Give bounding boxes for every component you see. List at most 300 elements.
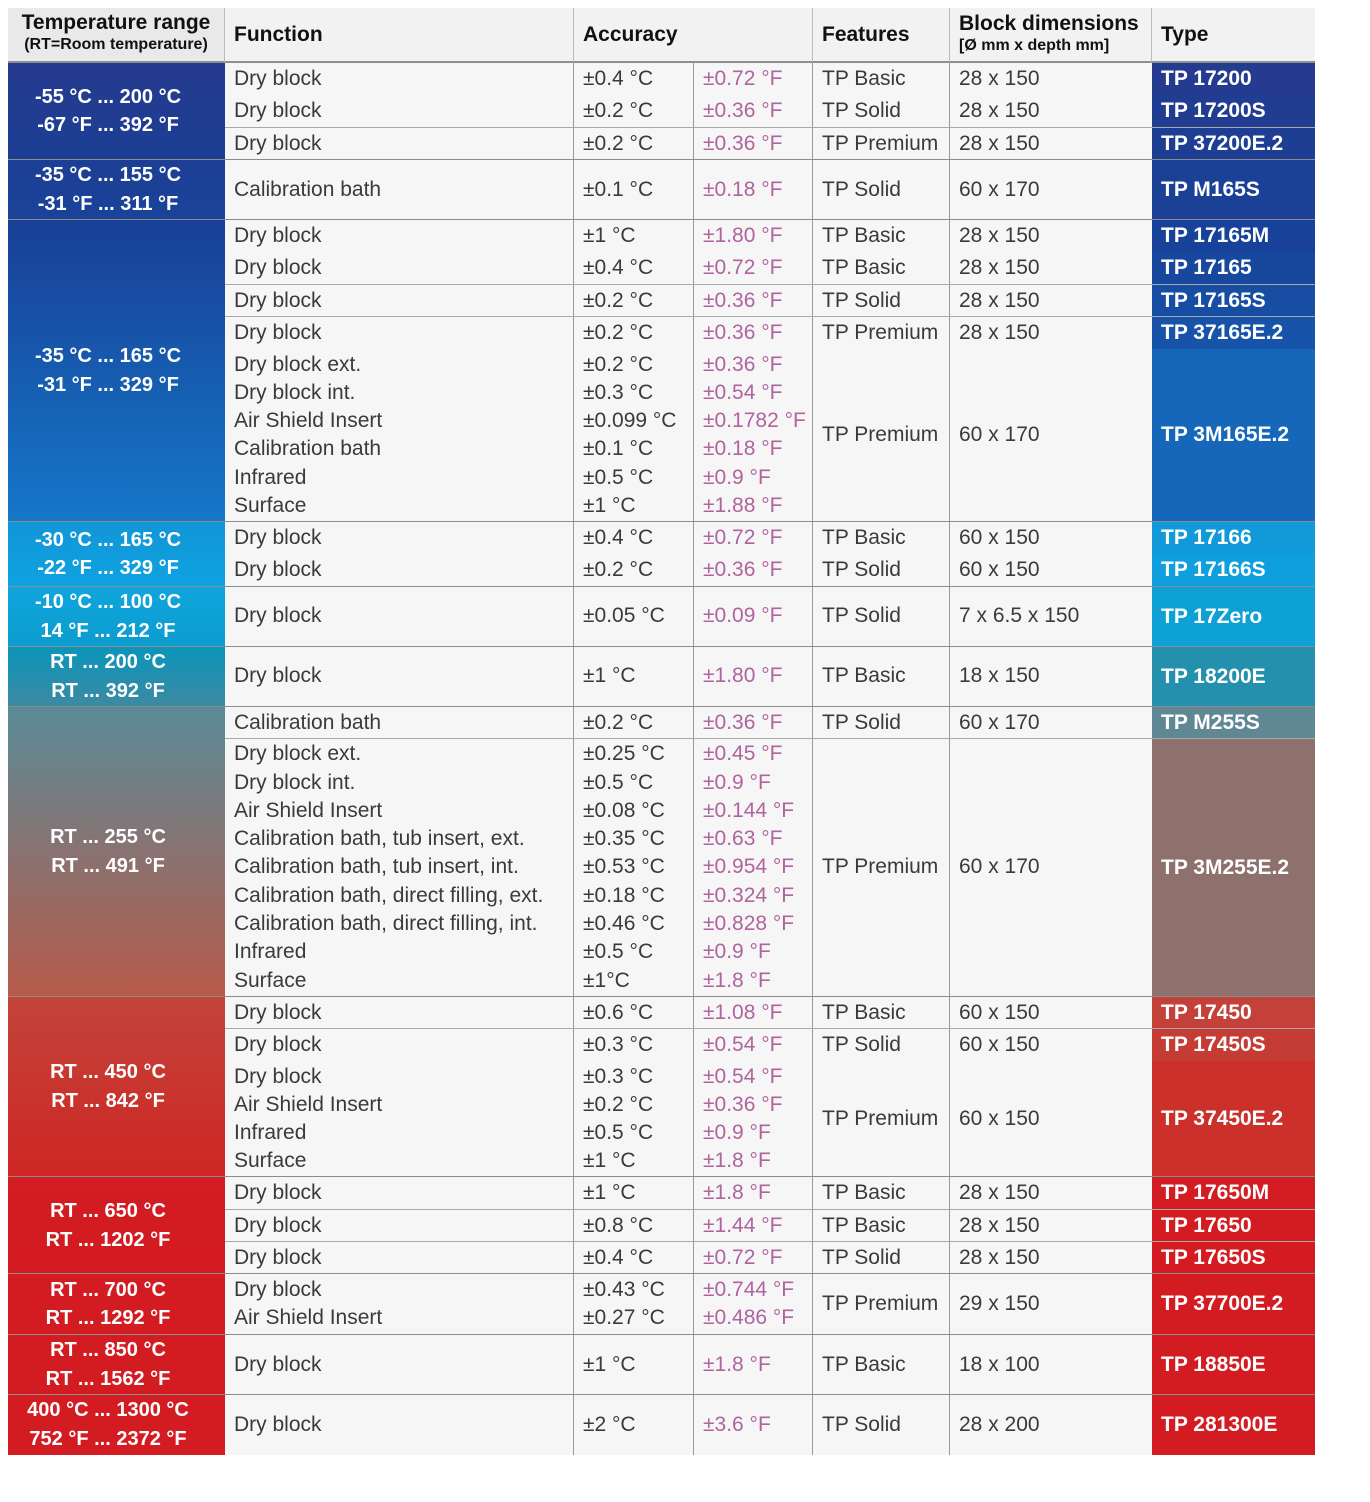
dimensions-cell bbox=[950, 739, 1152, 997]
type-text: TP 17650 bbox=[1161, 1213, 1252, 1237]
accuracy-fahrenheit-text: ±0.36 °F bbox=[703, 288, 783, 312]
accuracy-fahrenheit-text: ±0.72 °F bbox=[703, 67, 783, 90]
dimensions-cell bbox=[950, 285, 1152, 317]
function-text: Air Shield Insert bbox=[234, 798, 383, 822]
accuracy-celsius-cell bbox=[574, 1335, 694, 1395]
accuracy-celsius-cell bbox=[574, 1242, 694, 1274]
accuracy-fahrenheit-text: ±0.828 °F bbox=[703, 912, 795, 936]
temperature-range-cell bbox=[8, 220, 225, 522]
dimensions-text: 60 x 170 bbox=[959, 423, 1040, 447]
features-text: TP Solid bbox=[822, 288, 901, 312]
dimensions-text: 18 x 150 bbox=[959, 664, 1040, 688]
features-cell bbox=[813, 285, 950, 317]
accuracy-celsius-text: ±1 °C bbox=[583, 1149, 636, 1173]
temperature-range-celsius: RT ... 700 °C bbox=[50, 1278, 166, 1301]
features-text: TP Solid bbox=[822, 558, 901, 582]
function-text: Dry block bbox=[234, 1181, 322, 1205]
function-text: Dry block bbox=[234, 1032, 322, 1056]
accuracy-fahrenheit-cell bbox=[694, 554, 813, 586]
type-cell bbox=[1152, 1061, 1315, 1177]
dimensions-text: 28 x 150 bbox=[959, 320, 1040, 344]
accuracy-fahrenheit-text: ±0.9 °F bbox=[703, 770, 771, 794]
type-cell bbox=[1152, 1242, 1315, 1274]
accuracy-celsius-text: ±0.5 °C bbox=[583, 1121, 654, 1145]
type-cell bbox=[1152, 739, 1315, 997]
features-cell bbox=[813, 95, 950, 127]
accuracy-fahrenheit-text: ±0.45 °F bbox=[703, 742, 783, 766]
temperature-range-cell bbox=[8, 160, 225, 220]
features-cell bbox=[813, 1395, 950, 1455]
table-row bbox=[225, 1210, 1152, 1242]
features-text: TP Basic bbox=[822, 223, 906, 247]
features-text: TP Solid bbox=[822, 1412, 901, 1436]
accuracy-fahrenheit-text: ±0.9 °F bbox=[703, 1121, 771, 1145]
accuracy-fahrenheit-text: ±1.8 °F bbox=[703, 968, 771, 992]
accuracy-fahrenheit-cell bbox=[694, 587, 813, 647]
type-text: TP 17Zero bbox=[1161, 604, 1263, 628]
temperature-range-celsius: RT ... 450 °C bbox=[50, 1061, 166, 1084]
type-text: TP M165S bbox=[1161, 177, 1260, 201]
accuracy-fahrenheit-cell bbox=[694, 220, 813, 252]
features-cell bbox=[813, 707, 950, 739]
dimensions-cell bbox=[950, 1395, 1152, 1455]
header-accuracy bbox=[574, 8, 813, 63]
accuracy-celsius-text: ±2 °C bbox=[583, 1412, 636, 1436]
header-temperature-range bbox=[8, 8, 225, 63]
function-text: Calibration bath bbox=[234, 177, 382, 201]
function-text: Calibration bath, direct filling, ext. bbox=[234, 883, 544, 907]
table-row bbox=[225, 522, 1152, 554]
type-text: TP 17166S bbox=[1161, 558, 1266, 582]
accuracy-fahrenheit-cell bbox=[694, 128, 813, 160]
accuracy-fahrenheit-cell bbox=[694, 1177, 813, 1209]
type-text: TP 17450S bbox=[1161, 1032, 1266, 1056]
features-cell bbox=[813, 1029, 950, 1061]
dimensions-cell bbox=[950, 252, 1152, 284]
header-type-label: Type bbox=[1161, 23, 1209, 46]
dimensions-cell bbox=[950, 95, 1152, 127]
accuracy-fahrenheit-cell bbox=[694, 1029, 813, 1061]
accuracy-fahrenheit-text: ±1.44 °F bbox=[703, 1213, 783, 1237]
accuracy-celsius-cell bbox=[574, 522, 694, 554]
function-text: Surface bbox=[234, 968, 307, 992]
features-cell bbox=[813, 160, 950, 220]
function-text: Calibration bath bbox=[234, 437, 382, 461]
header-block-dimensions bbox=[950, 8, 1152, 63]
table-row bbox=[225, 317, 1152, 349]
temperature-range-fahrenheit: RT ... 392 °F bbox=[51, 679, 165, 702]
accuracy-celsius-text: ±0.4 °C bbox=[583, 1245, 654, 1269]
type-cell bbox=[1152, 1274, 1315, 1335]
type-cell bbox=[1152, 554, 1315, 586]
dimensions-text: 60 x 170 bbox=[959, 855, 1040, 879]
temperature-range-cell bbox=[8, 522, 225, 587]
table-row bbox=[225, 647, 1152, 707]
accuracy-fahrenheit-text: ±0.54 °F bbox=[703, 1064, 783, 1088]
accuracy-fahrenheit-text: ±0.54 °F bbox=[703, 380, 783, 404]
type-cell bbox=[1152, 647, 1315, 707]
dimensions-cell bbox=[950, 587, 1152, 647]
type-text: TP 17165S bbox=[1161, 288, 1266, 312]
dimensions-text: 28 x 150 bbox=[959, 1213, 1040, 1237]
accuracy-fahrenheit-cell bbox=[694, 252, 813, 284]
features-cell bbox=[813, 1242, 950, 1274]
header-function-label: Function bbox=[234, 23, 323, 46]
accuracy-celsius-cell bbox=[574, 1395, 694, 1455]
function-cell bbox=[225, 349, 574, 522]
function-text: Infrared bbox=[234, 1121, 307, 1145]
type-cell bbox=[1152, 220, 1315, 252]
table-row bbox=[225, 160, 1152, 220]
dimensions-text: 60 x 170 bbox=[959, 177, 1040, 201]
type-cell bbox=[1152, 252, 1315, 284]
table-row bbox=[225, 707, 1152, 739]
function-cell bbox=[225, 1335, 574, 1395]
accuracy-celsius-text: ±0.2 °C bbox=[583, 131, 654, 155]
accuracy-celsius-text: ±0.6 °C bbox=[583, 1000, 654, 1024]
accuracy-celsius-text: ±0.4 °C bbox=[583, 525, 654, 549]
dimensions-cell bbox=[950, 1177, 1152, 1209]
accuracy-celsius-text: ±0.099 °C bbox=[583, 409, 677, 433]
dimensions-text: 29 x 150 bbox=[959, 1292, 1040, 1316]
function-cell bbox=[225, 739, 574, 997]
temperature-range-celsius: RT ... 200 °C bbox=[50, 651, 166, 673]
dimensions-cell bbox=[950, 554, 1152, 586]
function-text: Surface bbox=[234, 1149, 307, 1173]
function-text: Dry block bbox=[234, 256, 322, 280]
function-text: Air Shield Insert bbox=[234, 409, 383, 433]
accuracy-celsius-text: ±0.1 °C bbox=[583, 437, 654, 461]
accuracy-celsius-cell bbox=[574, 1177, 694, 1209]
temperature-range-celsius: RT ... 255 °C bbox=[50, 826, 166, 848]
accuracy-celsius-cell bbox=[574, 1061, 694, 1177]
type-text: TP M255S bbox=[1161, 710, 1260, 734]
header-features-label: Features bbox=[822, 23, 910, 46]
accuracy-fahrenheit-text: ±0.72 °F bbox=[703, 525, 783, 549]
accuracy-fahrenheit-text: ±1.08 °F bbox=[703, 1000, 783, 1024]
features-text: TP Solid bbox=[822, 1032, 901, 1056]
function-cell bbox=[225, 587, 574, 647]
accuracy-celsius-cell bbox=[574, 739, 694, 997]
function-cell bbox=[225, 647, 574, 707]
accuracy-fahrenheit-text: ±1.80 °F bbox=[703, 664, 783, 688]
function-text: Dry block bbox=[234, 604, 322, 628]
table-row bbox=[225, 554, 1152, 586]
accuracy-celsius-text: ±0.5 °C bbox=[583, 770, 654, 794]
type-text: TP 17650M bbox=[1161, 1181, 1270, 1205]
accuracy-celsius-text: ±0.3 °C bbox=[583, 380, 654, 404]
accuracy-fahrenheit-cell bbox=[694, 63, 813, 95]
temperature-range-celsius: -10 °C ... 100 °C bbox=[34, 591, 182, 613]
temperature-range-cell bbox=[8, 1335, 225, 1395]
accuracy-fahrenheit-cell bbox=[694, 522, 813, 554]
accuracy-fahrenheit-text: ±0.9 °F bbox=[703, 940, 771, 964]
function-text: Air Shield Insert bbox=[234, 1306, 383, 1330]
features-cell bbox=[813, 997, 950, 1029]
accuracy-fahrenheit-text: ±0.744 °F bbox=[703, 1278, 795, 1302]
accuracy-fahrenheit-cell bbox=[694, 95, 813, 127]
function-text: Dry block ext. bbox=[234, 742, 362, 766]
features-text: TP Solid bbox=[822, 604, 901, 628]
function-cell bbox=[225, 997, 574, 1029]
temperature-range-fahrenheit: RT ... 1562 °F bbox=[45, 1367, 171, 1390]
temperature-range-celsius: -35 °C ... 165 °C bbox=[34, 345, 182, 368]
accuracy-fahrenheit-text: ±0.36 °F bbox=[703, 710, 783, 734]
features-cell bbox=[813, 1335, 950, 1395]
features-cell bbox=[813, 1177, 950, 1209]
accuracy-celsius-text: ±0.2 °C bbox=[583, 710, 654, 734]
temperature-range-cell bbox=[8, 587, 225, 647]
dimensions-cell bbox=[950, 63, 1152, 95]
accuracy-fahrenheit-cell bbox=[694, 1061, 813, 1177]
accuracy-celsius-text: ±0.46 °C bbox=[583, 912, 665, 936]
type-text: TP 17200 bbox=[1161, 67, 1252, 91]
table-row bbox=[225, 252, 1152, 284]
dimensions-text: 28 x 150 bbox=[959, 131, 1040, 155]
function-text: Dry block bbox=[234, 1213, 322, 1237]
table-row bbox=[225, 1029, 1152, 1061]
function-text: Dry block bbox=[234, 1278, 322, 1302]
table-row bbox=[225, 349, 1152, 522]
function-cell bbox=[225, 95, 574, 127]
function-text: Surface bbox=[234, 494, 307, 518]
accuracy-fahrenheit-text: ±1.8 °F bbox=[703, 1181, 771, 1205]
dimensions-text: 28 x 150 bbox=[959, 223, 1040, 247]
dimensions-cell bbox=[950, 522, 1152, 554]
type-text: TP 37450E.2 bbox=[1161, 1107, 1284, 1131]
type-text: TP 37700E.2 bbox=[1161, 1292, 1284, 1316]
accuracy-celsius-cell bbox=[574, 997, 694, 1029]
table-row bbox=[225, 1242, 1152, 1274]
features-text: TP Premium bbox=[822, 1107, 939, 1131]
features-text: TP Basic bbox=[822, 1000, 906, 1024]
header-function bbox=[225, 8, 574, 63]
accuracy-fahrenheit-cell bbox=[694, 1395, 813, 1455]
accuracy-fahrenheit-text: ±0.36 °F bbox=[703, 131, 783, 155]
temperature-range-fahrenheit: RT ... 491 °F bbox=[51, 854, 165, 877]
type-cell bbox=[1152, 349, 1315, 522]
function-text: Dry block bbox=[234, 1064, 322, 1088]
accuracy-fahrenheit-text: ±1.88 °F bbox=[703, 494, 783, 518]
function-text: Calibration bath, direct filling, int. bbox=[234, 912, 538, 936]
accuracy-celsius-cell bbox=[574, 63, 694, 95]
type-text: TP 18850E bbox=[1161, 1352, 1266, 1376]
features-text: TP Solid bbox=[822, 1245, 901, 1269]
features-cell bbox=[813, 522, 950, 554]
features-text: TP Premium bbox=[822, 423, 939, 447]
type-text: TP 17450 bbox=[1161, 1000, 1252, 1024]
accuracy-celsius-cell bbox=[574, 707, 694, 739]
accuracy-fahrenheit-cell bbox=[694, 997, 813, 1029]
dimensions-text: 60 x 150 bbox=[959, 1107, 1040, 1131]
dimensions-cell bbox=[950, 349, 1152, 522]
dimensions-text: 60 x 150 bbox=[959, 558, 1040, 582]
features-cell bbox=[813, 252, 950, 284]
type-text: TP 3M165E.2 bbox=[1161, 423, 1290, 447]
temperature-range-fahrenheit: -31 °F ... 311 °F bbox=[37, 192, 179, 215]
features-text: TP Solid bbox=[822, 99, 901, 123]
temperature-range-celsius: RT ... 650 °C bbox=[50, 1200, 166, 1223]
accuracy-fahrenheit-text: ±1.8 °F bbox=[703, 1149, 771, 1173]
type-text: TP 17165 bbox=[1161, 256, 1252, 280]
temperature-range-celsius: RT ... 850 °C bbox=[50, 1339, 166, 1362]
accuracy-celsius-cell bbox=[574, 349, 694, 522]
dimensions-cell bbox=[950, 1210, 1152, 1242]
function-text: Dry block bbox=[234, 131, 322, 155]
type-text: TP 3M255E.2 bbox=[1161, 855, 1290, 879]
temperature-range-fahrenheit: -67 °F ... 392 °F bbox=[37, 114, 179, 137]
table-row bbox=[225, 1395, 1152, 1455]
features-cell bbox=[813, 1061, 950, 1177]
accuracy-celsius-text: ±0.2 °C bbox=[583, 99, 654, 123]
accuracy-fahrenheit-text: ±0.63 °F bbox=[703, 827, 783, 851]
type-cell bbox=[1152, 95, 1315, 127]
type-text: TP 17165M bbox=[1161, 224, 1270, 248]
accuracy-fahrenheit-text: ±0.36 °F bbox=[703, 1092, 783, 1116]
dimensions-text: 18 x 100 bbox=[959, 1352, 1040, 1376]
function-text: Calibration bath, tub insert, int. bbox=[234, 855, 519, 879]
type-cell bbox=[1152, 1029, 1315, 1061]
accuracy-fahrenheit-cell bbox=[694, 1274, 813, 1335]
type-cell bbox=[1152, 1210, 1315, 1242]
header-type bbox=[1152, 8, 1315, 63]
temperature-range-cell bbox=[8, 1274, 225, 1335]
table-row bbox=[225, 285, 1152, 317]
accuracy-fahrenheit-cell bbox=[694, 707, 813, 739]
type-cell bbox=[1152, 522, 1315, 554]
accuracy-celsius-text: ±1°C bbox=[583, 968, 630, 992]
function-cell bbox=[225, 317, 574, 349]
accuracy-fahrenheit-text: ±0.36 °F bbox=[703, 320, 783, 344]
accuracy-celsius-cell bbox=[574, 160, 694, 220]
accuracy-celsius-text: ±0.3 °C bbox=[583, 1032, 654, 1056]
features-cell bbox=[813, 587, 950, 647]
function-text: Dry block bbox=[234, 67, 322, 90]
temperature-range-fahrenheit: -22 °F ... 329 °F bbox=[37, 557, 179, 580]
accuracy-celsius-text: ±0.53 °C bbox=[583, 855, 665, 879]
accuracy-celsius-cell bbox=[574, 95, 694, 127]
accuracy-celsius-text: ±0.2 °C bbox=[583, 320, 654, 344]
accuracy-celsius-text: ±0.27 °C bbox=[583, 1306, 665, 1330]
type-cell bbox=[1152, 1395, 1315, 1455]
function-cell bbox=[225, 128, 574, 160]
function-text: Dry block bbox=[234, 1412, 322, 1436]
accuracy-fahrenheit-cell bbox=[694, 317, 813, 349]
function-text: Dry block bbox=[234, 558, 322, 582]
dimensions-cell bbox=[950, 647, 1152, 707]
features-text: TP Basic bbox=[822, 67, 906, 90]
dimensions-cell bbox=[950, 128, 1152, 160]
table-row bbox=[225, 220, 1152, 252]
accuracy-fahrenheit-text: ±0.144 °F bbox=[703, 798, 795, 822]
accuracy-fahrenheit-text: ±0.72 °F bbox=[703, 256, 783, 280]
accuracy-celsius-text: ±0.2 °C bbox=[583, 558, 654, 582]
accuracy-fahrenheit-text: ±1.8 °F bbox=[703, 1352, 771, 1376]
features-cell bbox=[813, 1274, 950, 1335]
accuracy-fahrenheit-text: ±0.486 °F bbox=[703, 1306, 795, 1330]
type-cell bbox=[1152, 317, 1315, 349]
table-row bbox=[225, 587, 1152, 647]
dimensions-text: 28 x 150 bbox=[959, 1245, 1040, 1269]
accuracy-celsius-text: ±0.35 °C bbox=[583, 827, 665, 851]
dimensions-cell bbox=[950, 1274, 1152, 1335]
function-cell bbox=[225, 1210, 574, 1242]
temperature-range-celsius: -30 °C ... 165 °C bbox=[34, 528, 182, 551]
accuracy-fahrenheit-text: ±0.36 °F bbox=[703, 352, 783, 376]
features-cell bbox=[813, 554, 950, 586]
function-cell bbox=[225, 220, 574, 252]
function-text: Dry block bbox=[234, 223, 322, 247]
accuracy-celsius-text: ±1 °C bbox=[583, 664, 636, 688]
accuracy-fahrenheit-text: ±0.54 °F bbox=[703, 1032, 783, 1056]
accuracy-celsius-text: ±0.1 °C bbox=[583, 177, 654, 201]
accuracy-fahrenheit-text: ±0.1782 °F bbox=[703, 409, 806, 433]
header-dims-label: Block dimensions bbox=[959, 12, 1139, 35]
header-features bbox=[813, 8, 950, 63]
accuracy-celsius-cell bbox=[574, 1274, 694, 1335]
accuracy-celsius-text: ±0.25 °C bbox=[583, 742, 665, 766]
accuracy-celsius-cell bbox=[574, 647, 694, 707]
accuracy-fahrenheit-text: ±0.18 °F bbox=[703, 177, 783, 201]
function-text: Dry block bbox=[234, 664, 322, 688]
accuracy-celsius-text: ±0.43 °C bbox=[583, 1278, 665, 1302]
accuracy-fahrenheit-cell bbox=[694, 647, 813, 707]
features-text: TP Premium bbox=[822, 131, 939, 155]
features-text: TP Premium bbox=[822, 855, 939, 879]
dimensions-text: 60 x 170 bbox=[959, 710, 1040, 734]
accuracy-fahrenheit-text: ±0.18 °F bbox=[703, 437, 783, 461]
accuracy-celsius-cell bbox=[574, 252, 694, 284]
accuracy-celsius-text: ±0.08 °C bbox=[583, 798, 665, 822]
header-dims-sublabel: [Ø mm x depth mm] bbox=[959, 37, 1110, 54]
function-cell bbox=[225, 252, 574, 284]
accuracy-fahrenheit-text: ±0.36 °F bbox=[703, 99, 783, 123]
accuracy-celsius-cell bbox=[574, 317, 694, 349]
type-text: TP 17200S bbox=[1161, 99, 1266, 123]
accuracy-fahrenheit-cell bbox=[694, 349, 813, 522]
accuracy-celsius-cell bbox=[574, 1029, 694, 1061]
type-cell bbox=[1152, 285, 1315, 317]
function-cell bbox=[225, 1242, 574, 1274]
dimensions-cell bbox=[950, 1335, 1152, 1395]
accuracy-celsius-text: ±1 °C bbox=[583, 223, 636, 247]
accuracy-celsius-text: ±0.8 °C bbox=[583, 1213, 654, 1237]
function-text: Infrared bbox=[234, 465, 307, 489]
header-temperature-sublabel: (RT=Room temperature) bbox=[24, 36, 208, 53]
function-cell bbox=[225, 160, 574, 220]
temperature-range-celsius: 400 °C ... 1300 °C bbox=[27, 1399, 189, 1422]
features-text: TP Basic bbox=[822, 256, 906, 280]
function-text: Dry block bbox=[234, 1000, 322, 1024]
function-text: Calibration bath, tub insert, ext. bbox=[234, 827, 525, 851]
accuracy-fahrenheit-text: ±3.6 °F bbox=[703, 1412, 771, 1436]
accuracy-fahrenheit-cell bbox=[694, 739, 813, 997]
accuracy-fahrenheit-cell bbox=[694, 285, 813, 317]
type-text: TP 281300E bbox=[1161, 1412, 1278, 1436]
accuracy-celsius-text: ±0.3 °C bbox=[583, 1064, 654, 1088]
accuracy-fahrenheit-cell bbox=[694, 1335, 813, 1395]
temperature-range-fahrenheit: RT ... 1292 °F bbox=[45, 1307, 171, 1330]
function-text: Dry block bbox=[234, 288, 322, 312]
accuracy-celsius-text: ±1 °C bbox=[583, 1352, 636, 1376]
type-cell bbox=[1152, 128, 1315, 160]
function-cell bbox=[225, 285, 574, 317]
accuracy-celsius-text: ±0.5 °C bbox=[583, 940, 654, 964]
type-text: TP 17650S bbox=[1161, 1246, 1266, 1270]
function-text: Infrared bbox=[234, 940, 307, 964]
accuracy-fahrenheit-text: ±1.80 °F bbox=[703, 223, 783, 247]
accuracy-celsius-cell bbox=[574, 554, 694, 586]
